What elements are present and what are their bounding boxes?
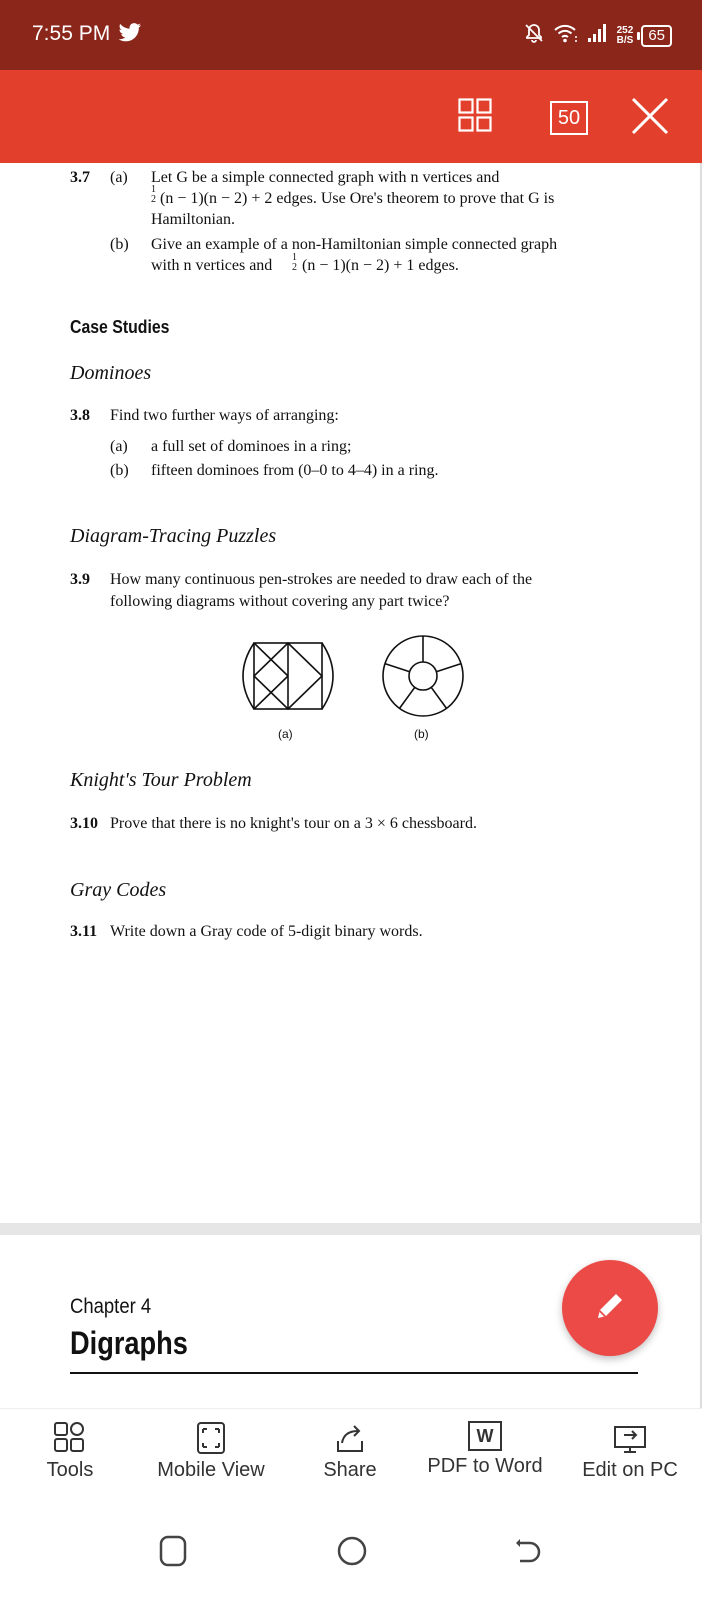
page-number-button[interactable]: 50 bbox=[550, 101, 588, 135]
q38a-label: (a) bbox=[110, 438, 128, 455]
q37a-line2: (n − 1)(n − 2) + 2 edges. Use Ore's theorem to prove that G is bbox=[160, 190, 555, 207]
fig-a-label: (a) bbox=[278, 727, 293, 741]
share-icon bbox=[308, 1421, 392, 1455]
chapter-rule bbox=[70, 1372, 638, 1374]
tools-button[interactable] bbox=[30, 1409, 110, 1506]
edit-on-pc-button[interactable] bbox=[572, 1409, 688, 1506]
q39-line1: How many continuous pen-strokes are needed to draw each of the bbox=[110, 571, 533, 588]
q37a-line1: Let G be a simple connected graph with n vertices and bbox=[151, 169, 500, 186]
q38-number: 3.8 bbox=[70, 407, 90, 424]
reader-toolbar bbox=[0, 70, 702, 163]
tools-icon bbox=[30, 1421, 110, 1455]
q37a-line3: Hamiltonian. bbox=[151, 211, 235, 228]
heading-diagram-tracing: Diagram-Tracing Puzzles bbox=[70, 525, 277, 547]
tools-label: Tools bbox=[46, 1459, 94, 1481]
status-time: 7:55 PM bbox=[32, 22, 111, 45]
page-separator bbox=[0, 1223, 702, 1235]
pdf-to-word-label: PDF to Word bbox=[427, 1455, 543, 1477]
system-nav-bar bbox=[0, 1505, 702, 1600]
pdf-to-word-button[interactable] bbox=[420, 1409, 550, 1506]
net-speed: 252 B/S bbox=[616, 24, 634, 46]
q38-text: Find two further ways of arranging: bbox=[110, 407, 339, 424]
wifi-icon bbox=[553, 22, 579, 49]
q311-text: Write down a Gray code of 5-digit binary words. bbox=[110, 923, 423, 940]
recent-apps-icon[interactable] bbox=[158, 1534, 188, 1573]
twitter-icon bbox=[118, 23, 142, 48]
bottom-action-bar bbox=[0, 1408, 702, 1506]
edit-on-pc-icon bbox=[572, 1421, 688, 1455]
word-icon: W bbox=[468, 1421, 502, 1451]
share-label: Share bbox=[323, 1459, 377, 1481]
mobile-view-icon bbox=[146, 1421, 276, 1455]
signal-icon bbox=[587, 22, 609, 49]
close-icon[interactable] bbox=[630, 96, 670, 141]
share-button[interactable] bbox=[308, 1409, 392, 1506]
q38a-text: a full set of dominoes in a ring; bbox=[151, 438, 352, 455]
q39-line2: following diagrams without covering any part twice? bbox=[110, 593, 450, 610]
chapter-label: Chapter 4 bbox=[70, 1295, 152, 1318]
home-icon[interactable] bbox=[336, 1535, 368, 1572]
q39-number: 3.9 bbox=[70, 571, 90, 588]
heading-knights-tour: Knight's Tour Problem bbox=[70, 769, 252, 791]
mobile-view-label: Mobile View bbox=[157, 1459, 265, 1481]
diagram-b bbox=[380, 633, 466, 719]
back-icon[interactable] bbox=[512, 1535, 542, 1572]
battery-indicator: 65 bbox=[641, 25, 672, 47]
q37b-line2-end: (n − 1)(n − 2) + 1 edges. bbox=[302, 257, 459, 274]
page-grid-icon[interactable] bbox=[458, 98, 492, 137]
fraction-half-b: 1 2 bbox=[292, 252, 297, 273]
pencil-icon bbox=[590, 1286, 630, 1331]
status-icons bbox=[523, 22, 672, 49]
q38b-label: (b) bbox=[110, 462, 129, 479]
q37b-line1: Give an example of a non-Hamiltonian simple connected graph bbox=[151, 236, 558, 253]
status-bar bbox=[0, 0, 702, 70]
q38b-text: fifteen dominoes from (0–0 to 4–4) in a ring. bbox=[151, 462, 439, 479]
q310-text: Prove that there is no knight's tour on a 3 × 6 chessboard. bbox=[110, 815, 477, 832]
chapter-title: Digraphs bbox=[70, 1325, 188, 1361]
heading-dominoes: Dominoes bbox=[70, 362, 152, 384]
heading-case-studies: Case Studies bbox=[70, 317, 170, 337]
q37b-label: (b) bbox=[110, 236, 129, 253]
edit-fab-button[interactable] bbox=[562, 1260, 658, 1356]
q311-number: 3.11 bbox=[70, 923, 98, 940]
q37-number: 3.7 bbox=[70, 169, 90, 186]
q37a-label: (a) bbox=[110, 169, 128, 186]
diagram-a bbox=[236, 639, 340, 713]
mute-bell-icon bbox=[523, 22, 545, 49]
q310-number: 3.10 bbox=[70, 815, 98, 832]
fig-b-label: (b) bbox=[414, 727, 429, 741]
mobile-view-button[interactable] bbox=[146, 1409, 276, 1506]
document-page[interactable] bbox=[0, 163, 702, 1223]
q37b-line2: with n vertices and bbox=[151, 257, 273, 274]
edit-on-pc-label: Edit on PC bbox=[582, 1459, 678, 1481]
heading-gray-codes: Gray Codes bbox=[70, 879, 167, 901]
fraction-half: 1 2 bbox=[151, 184, 156, 205]
